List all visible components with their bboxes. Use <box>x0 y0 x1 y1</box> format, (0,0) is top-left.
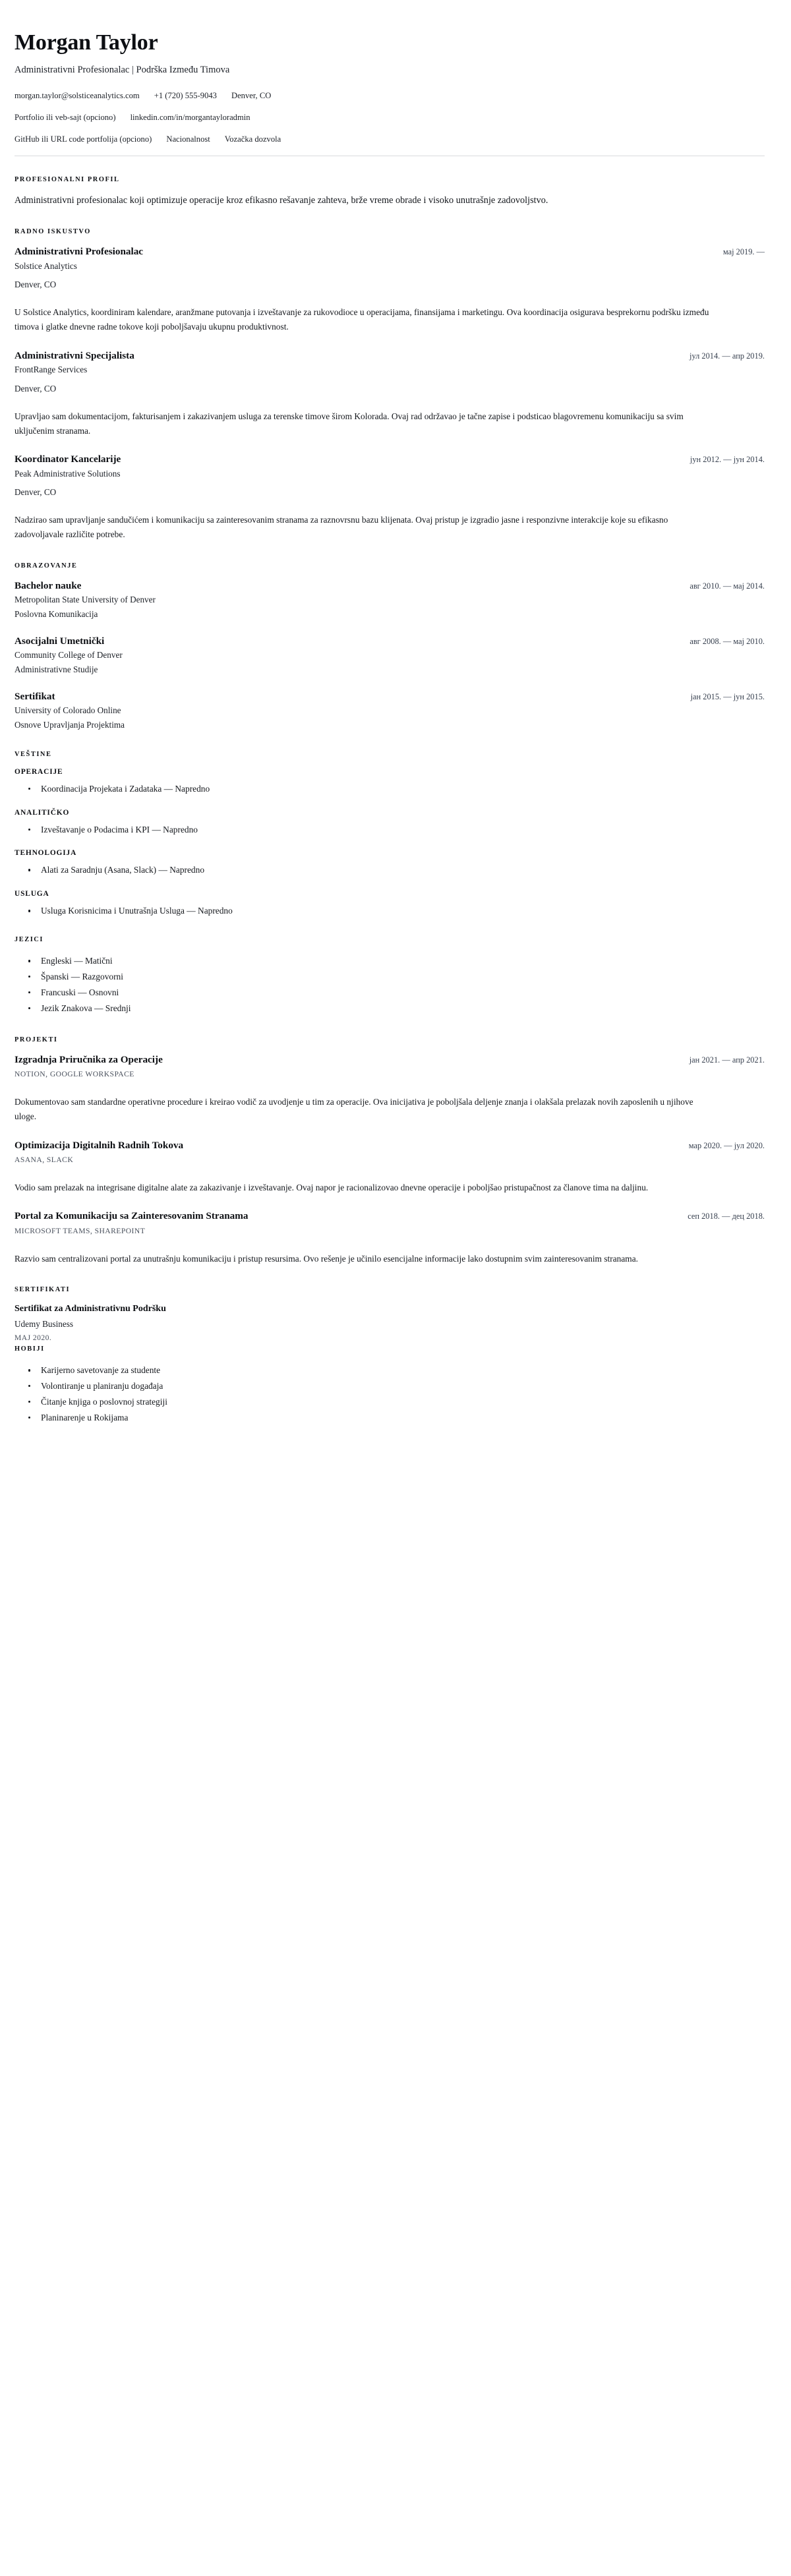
education-school: University of Colorado Online <box>15 705 121 716</box>
project-tech-stack: MICROSOFT TEAMS, SHAREPOINT <box>15 1227 146 1236</box>
hobby-item: Planinarenje u Rokijama <box>15 1410 765 1426</box>
section-title-languages: JEZICI <box>15 936 44 944</box>
section-projects <box>15 1036 765 1267</box>
contact-portfolio[interactable]: Portfolio ili veb-sajt (opciono) <box>15 112 116 122</box>
experience-location: Denver, CO <box>15 383 57 394</box>
experience-location: Denver, CO <box>15 487 57 498</box>
certification-entry <box>15 1303 765 1344</box>
project-title: Optimizacija Digitalnih Radnih Tokova <box>15 1139 184 1151</box>
skill-group <box>15 890 765 919</box>
experience-entry-head <box>15 453 765 466</box>
contact-nationality: Nacionalnost <box>166 134 210 144</box>
project-entry <box>15 1053 765 1125</box>
hobby-item: Volontiranje u planiranju događaja <box>15 1378 765 1394</box>
experience-entry <box>15 453 765 542</box>
project-title: Izgradnja Priručnika za Operacije <box>15 1053 163 1065</box>
section-experience <box>15 228 765 542</box>
contact-line-primary <box>15 90 765 102</box>
experience-job-title: Administrativni Profesionalac <box>15 246 144 258</box>
experience-description: Nadzirao sam upravljanje sandučićem i komunikaciju sa zainteresovanim stranama za raznovrsnu bazu klijenata. Ovaj pristup je izgradio jasne i responzivne interakcije koje su efikasno zadovoljavale različite potrebe. <box>15 515 668 540</box>
skill-list <box>15 781 765 797</box>
hobby-item: Karijerno savetovanje za studente <box>15 1362 765 1378</box>
education-date-range: авг 2008. — мај 2010. <box>689 636 765 646</box>
skill-group <box>15 849 765 878</box>
education-degree: Asocijalni Umetnički <box>15 635 105 647</box>
section-certifications <box>15 1286 765 1344</box>
resume-header <box>15 30 765 156</box>
section-title-skills: VEŠTINE <box>15 750 52 758</box>
project-date-range: сеп 2018. — дец 2018. <box>688 1212 765 1221</box>
contact-phone[interactable]: +1 (720) 555-9043 <box>154 90 217 100</box>
education-field: Poslovna Komunikacija <box>15 608 98 619</box>
experience-entry <box>15 349 765 439</box>
experience-entry <box>15 245 765 335</box>
project-date-range: јан 2021. — апр 2021. <box>689 1055 765 1065</box>
skill-group-title: USLUGA <box>15 890 49 898</box>
candidate-tagline: Administrativni Profesionalac | Podrška Između Timova <box>15 65 230 76</box>
candidate-name: Morgan Taylor <box>15 30 158 55</box>
experience-company: Solstice Analytics <box>15 260 77 271</box>
skill-group-title: OPERACIJE <box>15 767 63 776</box>
education-date-range: јан 2015. — јун 2015. <box>690 691 765 701</box>
skill-group-title: TEHNOLOGIJA <box>15 849 77 858</box>
skill-group <box>15 768 765 797</box>
skill-group-title: ANALITIČKO <box>15 808 70 817</box>
section-profile <box>15 176 765 208</box>
experience-job-title: Administrativni Specijalista <box>15 349 134 361</box>
certification-issuer: Udemy Business <box>15 1319 74 1330</box>
skill-item: Koordinacija Projekata i Zadataka — Napredno <box>15 781 765 797</box>
project-entry-head <box>15 1210 765 1223</box>
experience-company: Peak Administrative Solutions <box>15 468 121 479</box>
education-entry-head <box>15 690 765 703</box>
certification-date: МАЈ 2020. <box>15 1333 52 1343</box>
project-title: Portal za Komunikaciju sa Zainteresovanim Stranama <box>15 1210 249 1222</box>
skill-group <box>15 809 765 838</box>
language-item: Španski — Razgovorni <box>15 969 765 985</box>
section-title-certifications: SERTIFIKATI <box>15 1286 71 1294</box>
project-tech-stack: ASANA, SLACK <box>15 1156 74 1165</box>
education-field: Osnove Upravljanja Projektima <box>15 719 125 730</box>
experience-entry-head <box>15 349 765 363</box>
profile-summary: Administrativni profesionalac koji optimizuje operacije kroz efikasno rešavanje zahteva, brže vreme obrade i visoko unutrašnje zadovoljstvo. <box>15 194 548 206</box>
experience-description: Upravljao sam dokumentacijom, fakturisanjem i zakazivanjem usluga za terenske timove širom Kolorada. Ovaj rad održavao je tačne zapise i podsticao blagovremenu komunikaciju sa svim uključenim stranama. <box>15 411 684 436</box>
education-date-range: авг 2010. — мај 2014. <box>689 581 765 591</box>
section-hobbies <box>15 1345 765 1425</box>
language-item: Francuski — Osnovni <box>15 985 765 1001</box>
education-degree: Bachelor nauke <box>15 579 82 591</box>
experience-description: U Solstice Analytics, koordiniram kalendare, aranžmane putovanja i izveštavanje za rukovodioce u operacijama, finansijama i marketingu. Ova koordinacija osigurava besprekornu podršku između timova i glatke dnevne radne tokove koji poboljšavaju ukupnu produktivnost. <box>15 307 709 332</box>
education-degree: Sertifikat <box>15 690 55 702</box>
education-entry <box>15 635 765 676</box>
contact-driving-license: Vozačka dozvola <box>224 134 281 144</box>
contact-line-web <box>15 112 765 123</box>
skill-list <box>15 903 765 919</box>
hobby-item: Čitanje knjiga o poslovnoj strategiji <box>15 1394 765 1410</box>
section-skills <box>15 751 765 919</box>
section-title-profile: PROFESIONALNI PROFIL <box>15 175 120 183</box>
education-entry-head <box>15 635 765 648</box>
experience-location: Denver, CO <box>15 279 57 289</box>
contact-location: Denver, CO <box>231 90 272 100</box>
section-languages <box>15 936 765 1016</box>
education-entry <box>15 690 765 731</box>
certification-name: Sertifikat za Administrativnu Podršku <box>15 1304 166 1314</box>
experience-date-range: мај 2019. — <box>722 247 765 257</box>
experience-job-title: Koordinator Kancelarije <box>15 454 121 465</box>
skill-item: Alati za Saradnju (Asana, Slack) — Napredno <box>15 862 765 878</box>
project-description: Vodio sam prelazak na integrisane digitalne alate za zakazivanje i izveštavanje. Ovaj napor je racionalizovao dnevne operacije i poboljšao pristupačnost za članove tima na daljinu. <box>15 1183 649 1193</box>
contact-line-extra <box>15 134 765 145</box>
experience-date-range: јул 2014. — апр 2019. <box>689 351 765 361</box>
education-entry-head <box>15 579 765 593</box>
education-school: Community College of Denver <box>15 650 123 660</box>
project-entry-head <box>15 1053 765 1067</box>
education-field: Administrativne Studije <box>15 664 98 674</box>
section-title-projects: PROJEKTI <box>15 1036 58 1043</box>
language-item: Jezik Znakova — Srednji <box>15 1001 765 1016</box>
project-description: Razvio sam centralizovani portal za unutrašnju komunikaciju i pristup resursima. Ovo rešenje je učinilo esencijalne informacije lako dostupnim svim zainteresovanim stranama. <box>15 1254 638 1264</box>
experience-company: FrontRange Services <box>15 365 88 375</box>
contact-email[interactable]: morgan.taylor@solsticeanalytics.com <box>15 90 140 100</box>
project-entry-head <box>15 1139 765 1152</box>
skill-list <box>15 822 765 838</box>
project-entry <box>15 1139 765 1196</box>
skill-list <box>15 862 765 878</box>
section-education <box>15 562 765 731</box>
section-title-education: OBRAZOVANJE <box>15 562 78 570</box>
project-description: Dokumentovao sam standardne operativne procedure i kreirao vodič za uvodjenje u tim za operacije. Ova inicijativa je poboljšala deljenje znanja i olakšala prelazak novih zaposlenih u njihove uloge. <box>15 1097 693 1122</box>
hobby-list <box>15 1362 765 1425</box>
section-title-experience: RADNO ISKUSTVO <box>15 228 91 236</box>
contact-linkedin[interactable]: linkedin.com/in/morgantayloradmin <box>130 112 250 122</box>
skill-item: Usluga Korisnicima i Unutrašnja Usluga — Napredno <box>15 903 765 919</box>
project-tech-stack: NOTION, GOOGLE WORKSPACE <box>15 1070 134 1079</box>
skill-item: Izveštavanje o Podacima i KPI — Napredno <box>15 822 765 838</box>
section-title-hobbies: HOBIJI <box>15 1345 45 1353</box>
experience-entry-head <box>15 245 765 258</box>
experience-date-range: јун 2012. — јун 2014. <box>689 455 765 465</box>
education-school: Metropolitan State University of Denver <box>15 595 156 605</box>
education-entry <box>15 579 765 620</box>
project-date-range: мар 2020. — јул 2020. <box>688 1140 765 1150</box>
language-list <box>15 953 765 1016</box>
language-item: Engleski — Matični <box>15 953 765 969</box>
project-entry <box>15 1210 765 1266</box>
contact-github[interactable]: GitHub ili URL code portfolija (opciono) <box>15 134 152 144</box>
